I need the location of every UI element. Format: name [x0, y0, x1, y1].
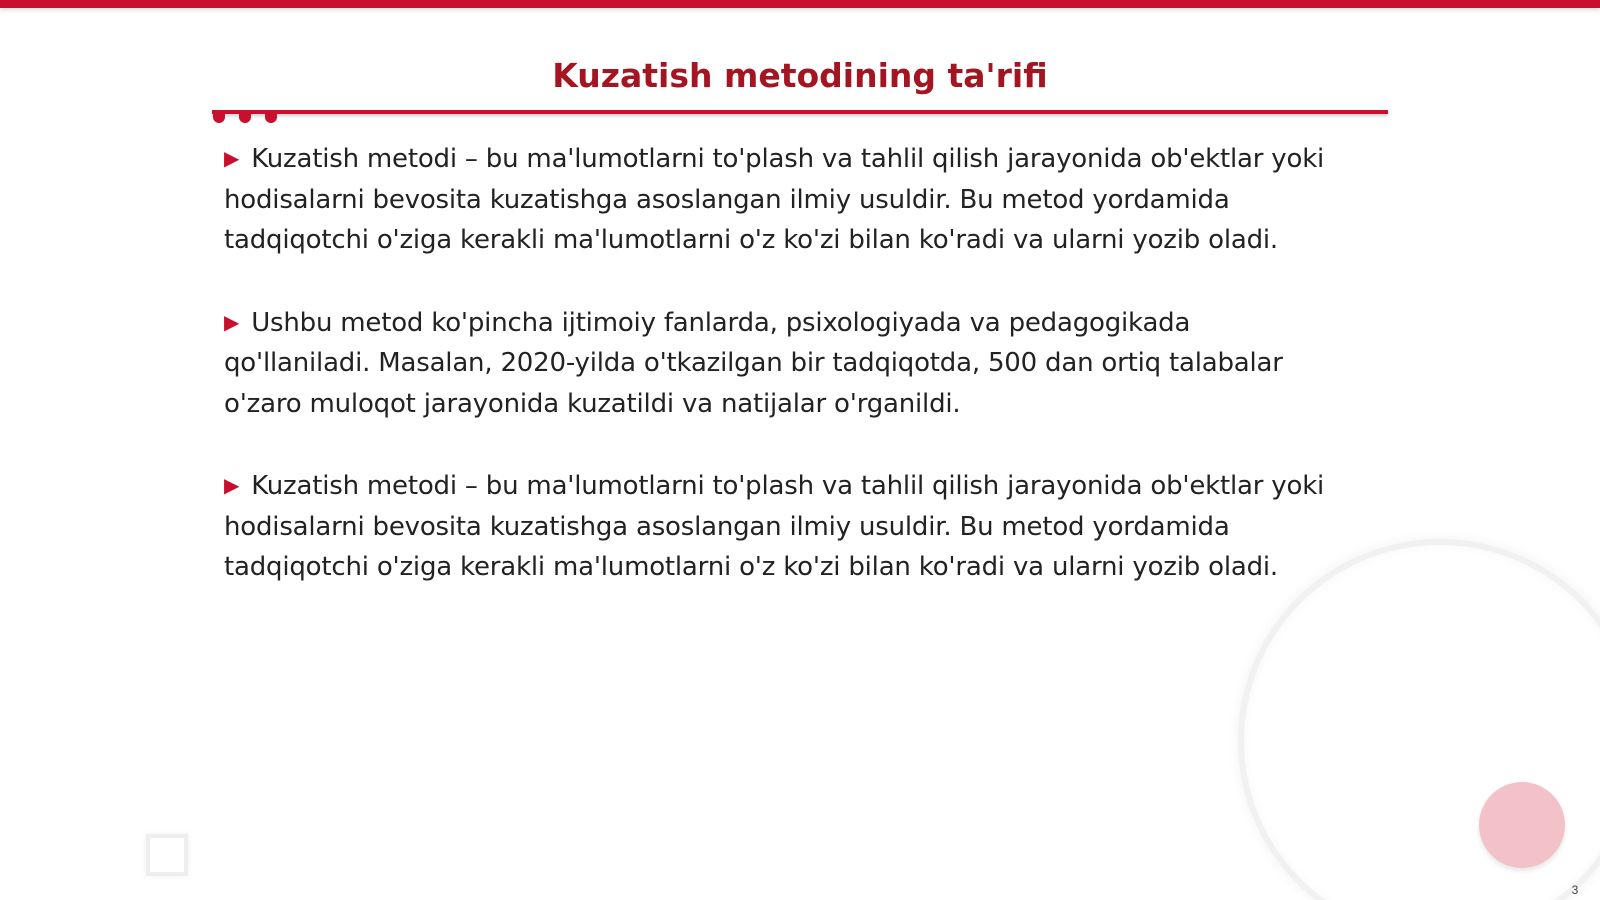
bullet-text: Kuzatish metodi – bu ma'lumotlarni to'plash va tahlil qilish jarayonida ob'ektlar yoki hodisalarni bevosita kuzatishga asoslangan ilmiy usuldir. Bu metod yordamida tadqiqotchi o'ziga kerakli ma'lumotlarni o'z ko'zi bilan ko'radi va ularni yozib oladi.	[224, 471, 1325, 582]
bullet-text: Kuzatish metodi – bu ma'lumotlarni to'plash va tahlil qilish jarayonida ob'ektlar yoki hodisalarni bevosita kuzatishga asoslangan ilmiy usuldir. Bu metod yordamida tadqiqotchi o'ziga kerakli ma'lumotlarni o'z ko'zi bilan ko'radi va ularni yozib oladi.	[224, 144, 1325, 255]
bullet-item	[224, 138, 1344, 261]
triangle-bullet-icon: ▶	[224, 309, 240, 334]
top-accent-bar	[0, 0, 1600, 8]
page-number: 3	[1571, 883, 1579, 897]
triangle-bullet-icon: ▶	[224, 473, 240, 497]
decorative-square	[146, 834, 188, 876]
underline-dot	[213, 113, 225, 123]
bullet-list	[224, 138, 1344, 629]
underline-dot	[265, 113, 277, 123]
title-underline	[212, 110, 1388, 114]
bullet-text: Ushbu metod ko'pincha ijtimoiy fanlarda, psixologiyada va pedagogikada qo'llaniladi. Masalan, 2020-yilda o'tkazilgan bir tadqiqotda, 500 dan ortiq talabalar o'zaro muloqot jarayonida kuzatildi va natijalar o'rganildi.	[224, 307, 1283, 419]
triangle-bullet-icon: ▶	[224, 146, 240, 170]
bullet-item	[224, 465, 1344, 588]
underline-dot	[239, 113, 251, 123]
slide-title: Kuzatish metodining ta'rifi	[552, 56, 1048, 95]
decorative-pink-circle	[1479, 782, 1565, 868]
bullet-item	[224, 302, 1344, 425]
